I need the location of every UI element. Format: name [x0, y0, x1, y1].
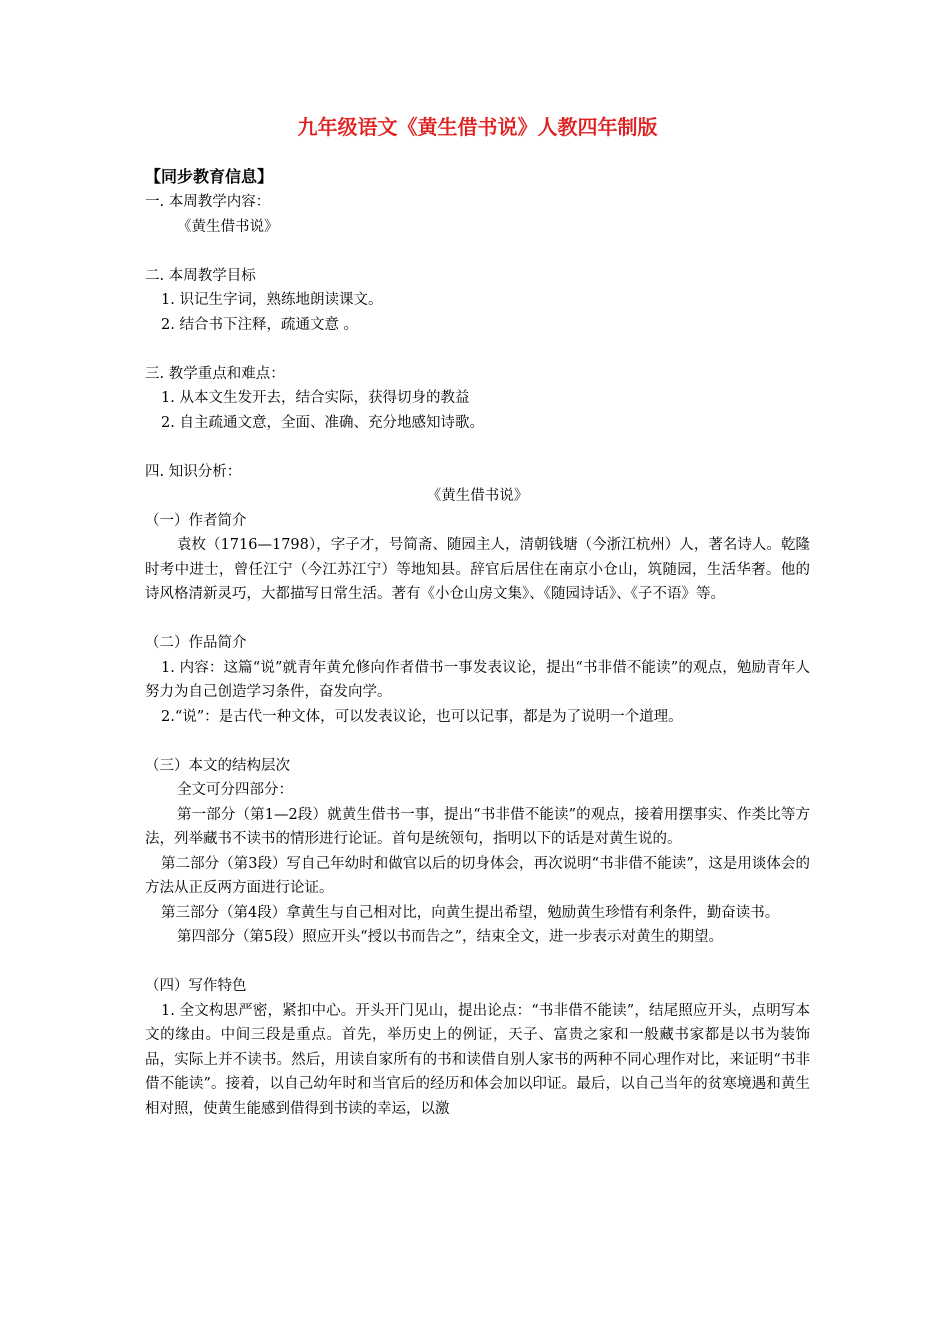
document-title: 九年级语文《黄生借书说》人教四年制版 — [297, 115, 658, 139]
s1-line: 《黄生借书说》 — [177, 218, 279, 235]
structure-part-4: 第四部分（第5段）照应开头“授以书而告之”，结束全文，进一步表示对黄生的期望。 — [177, 929, 724, 945]
structure-part-1: 第一部分（第1—2段）就黄生借书一事，提出“书非借不能读”的观点，接着用摆事实、作类比等方法，列举藏书不读书的情形进行论证。首句是统领句，指明以下的话是对黄生说的。 — [145, 806, 810, 847]
structure-part-3: 第三部分（第4段）拿黄生与自己相对比，向黄生提出希望，勉励黄生珍惜有利条件，勤奋读书。 — [161, 904, 780, 921]
s4-center-title: 《黄生借书说》 — [426, 488, 529, 504]
work-heading: （二）作品简介 — [145, 635, 247, 651]
s2-item-2: 2. 结合书下注释，疏通文意 。 — [161, 316, 359, 333]
author-heading: （一）作者简介 — [145, 512, 247, 529]
document-content — [145, 112, 810, 1121]
s3-heading: 三. 教学重点和难点： — [145, 365, 285, 382]
author-text: 袁枚（1716—1798），字子才，号简斋、随园主人，清朝钱塘（今浙江杭州）人，著名诗人。乾隆时考中进士，曾任江宁（今江苏江宁）等地知县。辞官后居住在南京小仓山，筑随园，生活华奢。他的诗风格清新灵巧，大都描写日常生活。著有《小仓山房文集》、《随园诗话》、《子不语》等。 — [145, 537, 810, 602]
structure-part-2: 第二部分（第3段）写自己年幼时和做官以后的切身体会，再次说明“书非借不能读”，这是用谈体会的方法从正反两方面进行论证。 — [145, 855, 810, 896]
features-heading: （四）写作特色 — [145, 978, 247, 994]
s3-item-1: 1. 从本文生发开去，结合实际，获得切身的教益 — [161, 390, 470, 406]
features-item-1: 1. 全文构思严密，紧扣中心。开头开门见山，提出论点：“书非借不能读”，结尾照应开头，点明写本文的缘由。中间三段是重点。首先，举历史上的例证，天子、富贵之家和一般藏书家都是以书为装饰品，实际上并不读书。然后，用读自家所有的书和读借自别人家书的两种不同心理作对比，来证明“书非借不能读”。接着，以自己幼年时和当官后的经历和体会加以印证。最后，以自己当年的贫寒境遇和黄生相对照，使黄生能感到借得到书读的幸运，以激 — [145, 1002, 810, 1117]
s4-heading: 四. 知识分析： — [145, 463, 242, 480]
structure-intro: 全文可分四部分： — [177, 782, 293, 798]
s3-item-2: 2. 自主疏通文意，全面、准确、充分地感知诗歌。 — [161, 414, 484, 431]
work-item-2: 2.“说”：是古代一种文体，可以发表议论，也可以记事，都是为了说明一个道理。 — [161, 708, 683, 725]
structure-heading: （三）本文的结构层次 — [145, 757, 290, 774]
section-header: 【同步教育信息】 — [145, 167, 274, 186]
work-item-1: 1. 内容：这篇“说”就青年黄允修向作者借书一事发表议论，提出“书非借不能读”的观点，勉励青年人努力为自己创造学习条件，奋发向学。 — [145, 659, 810, 700]
s1-heading: 一. 本周教学内容： — [145, 194, 271, 210]
s2-heading: 二. 本周教学目标 — [145, 267, 256, 284]
s2-item-1: 1. 识记生字词，熟练地朗读课文。 — [161, 292, 383, 308]
